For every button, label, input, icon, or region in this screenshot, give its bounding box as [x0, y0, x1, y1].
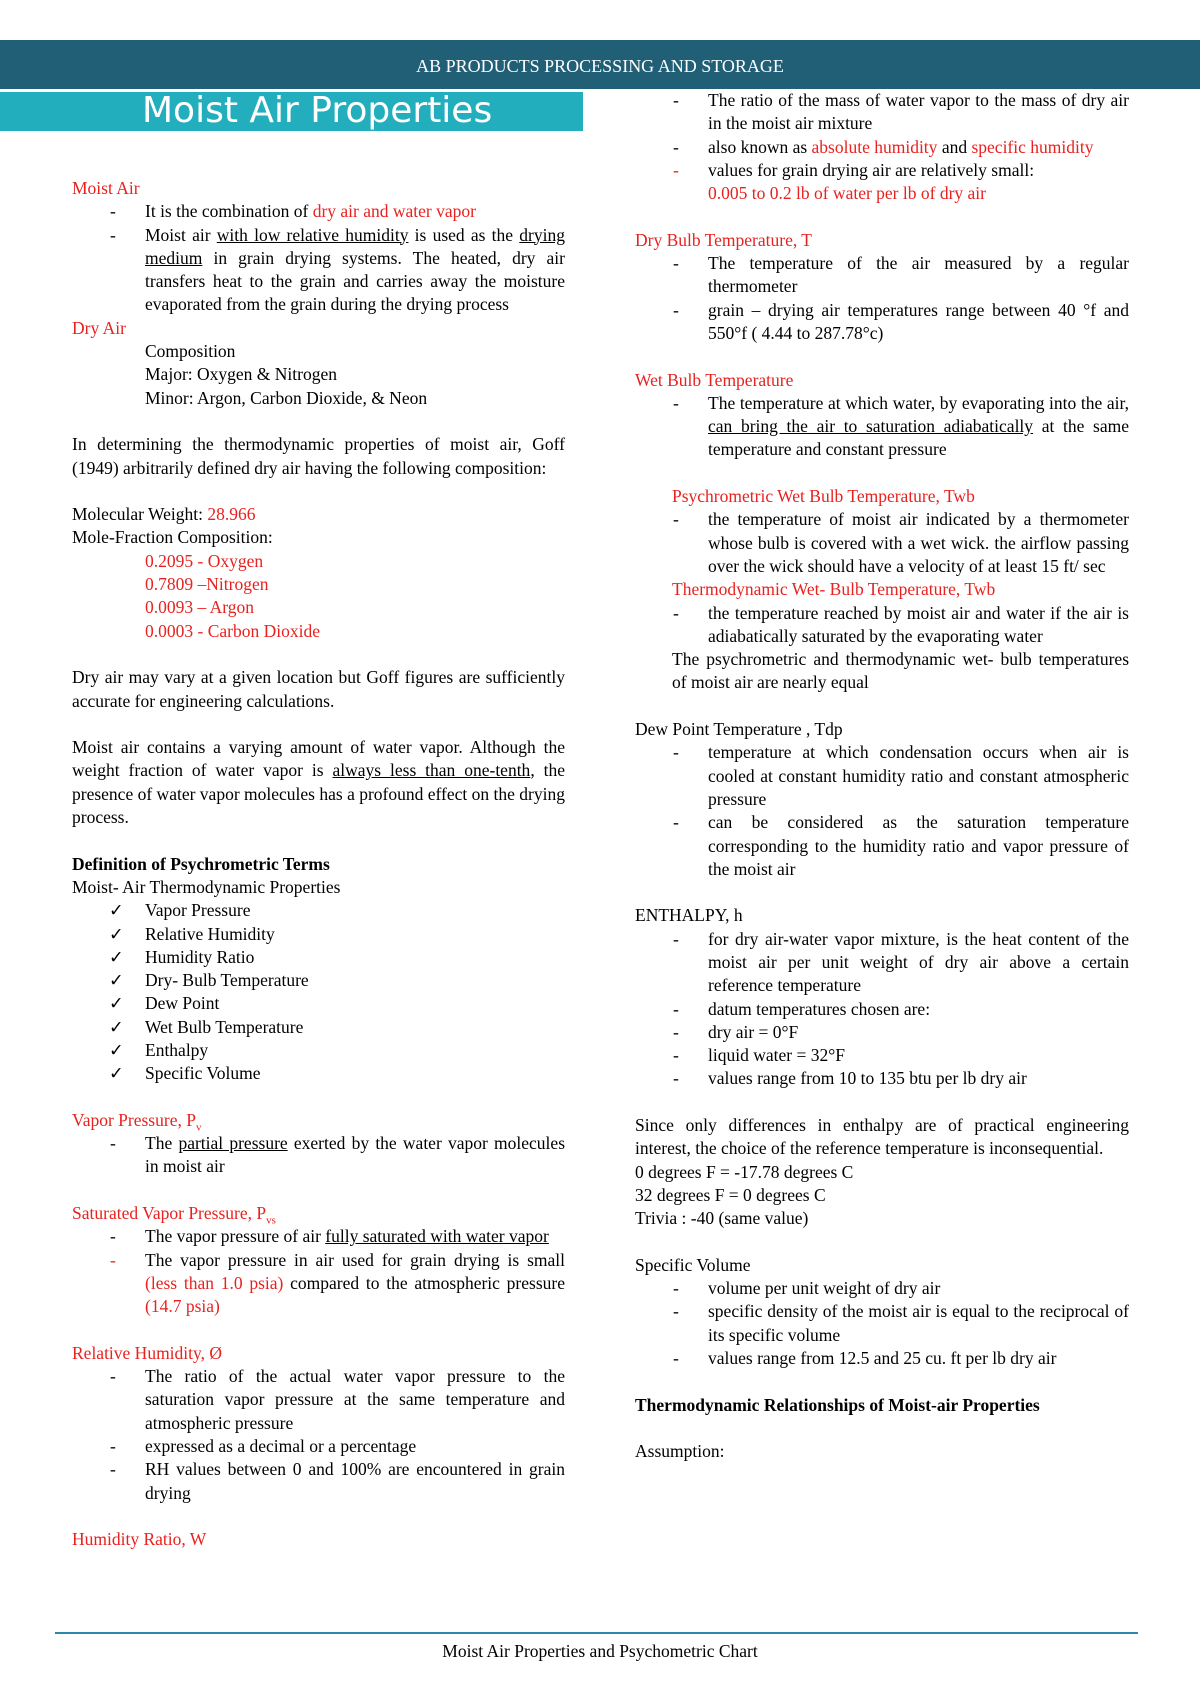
- bullet-dash: -: [110, 1133, 116, 1154]
- list-item: - volume per unit weight of dry air: [635, 1277, 1129, 1300]
- fraction-item: 0.0003 - Carbon Dioxide: [145, 620, 320, 641]
- saturated-vapor-heading: Saturated Vapor Pressure, $P_{vs}$: [72, 1203, 276, 1227]
- bullet-dash: -: [673, 159, 679, 180]
- check-item: ✓ Relative Humidity: [72, 923, 565, 946]
- check-item: ✓ Wet Bulb Temperature: [72, 1016, 565, 1039]
- list-item: - The temperature at which water, by evaporating into the air, can bring the air to saturation adiabatically at the same temperature and constant pressure: [673, 392, 1129, 460]
- humidity-ratio-heading: Humidity Ratio, W: [72, 1529, 207, 1550]
- check-icon: ✓: [109, 993, 124, 1014]
- fraction-item: 0.2095 - Oxygen: [145, 550, 264, 571]
- bullet-dash: -: [673, 136, 679, 157]
- properties-heading: Moist- Air Thermodynamic Properties: [72, 876, 341, 897]
- list-item: - expressed as a decimal or a percentage: [72, 1435, 565, 1458]
- bullet-dash: -: [110, 1459, 116, 1480]
- water-vapor-paragraph: Moist air contains a varying amount of water vapor. Although the weight fraction of water vapor is always less than one-tenth, the presence of water vapor molecules has a profound effect on the drying process.: [72, 737, 565, 828]
- dry-air-heading: Dry Air: [72, 317, 126, 338]
- list-item: - specific density of the moist air is equal to the reciprocal of its specific volume: [673, 1301, 1129, 1345]
- minor-composition: Minor: Argon, Carbon Dioxide, & Neon: [145, 387, 428, 408]
- list-item: - liquid water = 32°F: [635, 1044, 1129, 1067]
- assumption-label: Assumption:: [635, 1441, 725, 1462]
- list-item: - It is the combination of dry air and water vapor: [72, 200, 565, 223]
- check-item: ✓ Enthalpy: [72, 1039, 565, 1062]
- list-item: - the temperature reached by moist air and water if the air is adiabatically saturated by the evaporating water: [673, 602, 1129, 646]
- bullet-dash: -: [110, 1436, 116, 1457]
- specific-volume-heading: Specific Volume: [635, 1254, 751, 1275]
- list-item: - values range from 10 to 135 btu per lb dry air: [635, 1067, 1129, 1090]
- moist-air-heading: Moist Air: [72, 178, 140, 198]
- list-item: - temperature at which condensation occurs when air is cooled at constant humidity ratio and constant atmospheric pressure: [673, 742, 1129, 809]
- relative-humidity-heading: Relative Humidity, Ø: [72, 1342, 223, 1363]
- list-item: - for dry air-water vapor mixture, is the heat content of the moist air per unit weight of dry air above a certain reference temperature: [673, 928, 1129, 996]
- bullet-dash: -: [110, 224, 116, 245]
- trivia-line: Trivia : -40 (same value): [635, 1208, 809, 1229]
- vapor-pressure-heading: Vapor Pressure, $P_v$: [72, 1109, 202, 1134]
- enthalpy-heading: ENTHALPY, h: [635, 905, 743, 926]
- bullet-dash: -: [673, 602, 679, 623]
- dry-bulb-heading: Dry Bulb Temperature, T: [635, 229, 812, 250]
- list-item: - dry air = 0°F: [635, 1021, 1129, 1044]
- bullet-dash: -: [673, 812, 679, 833]
- check-icon: ✓: [109, 1016, 124, 1037]
- check-item: ✓ Humidity Ratio: [72, 946, 565, 969]
- since-paragraph: Since only differences in enthalpy are of practical engineering interest, the choice of the reference temperature is inconsequential.: [635, 1115, 1129, 1159]
- list-item: - The temperature of the air measured by a regular thermometer: [673, 253, 1129, 297]
- dew-point-heading: Dew Point Temperature , Tdp: [635, 719, 843, 740]
- bullet-dash: -: [673, 928, 679, 949]
- check-icon: ✓: [109, 1039, 124, 1060]
- list-item: - also known as absolute humidity and specific humidity: [635, 136, 1129, 159]
- page-title: Moist Air Properties: [142, 90, 493, 131]
- thermodynamic-wet-bulb-heading: Thermodynamic Wet- Bulb Temperature, Twb: [672, 579, 996, 600]
- bullet-dash: -: [673, 1045, 679, 1066]
- check-item: ✓ Dew Point: [72, 992, 565, 1015]
- footer-divider: [55, 1632, 1138, 1634]
- bullet-dash: -: [673, 1021, 679, 1042]
- bullet-dash: -: [110, 1249, 116, 1270]
- left-column: [72, 177, 565, 1552]
- composition-label: Composition: [145, 341, 236, 362]
- list-item: - The vapor pressure of air fully saturated with water vapor: [72, 1225, 565, 1248]
- list-item: - grain – drying air temperatures range between 40 °f and 550°f ( 4.44 to 287.78°c): [673, 299, 1129, 343]
- bullet-dash: -: [110, 1226, 116, 1247]
- molecular-weight: Molecular Weight: 28.966: [72, 504, 256, 525]
- check-icon: ✓: [109, 900, 124, 921]
- list-item: - the temperature of moist air indicated by a thermometer whose bulb is covered with a wet wick. the airflow passing over the wick should have a velocity of at least 15 ft/ sec: [673, 509, 1129, 576]
- bullet-dash: -: [673, 998, 679, 1019]
- bullet-dash: -: [110, 201, 116, 222]
- goff-paragraph: In determining the thermodynamic properties of moist air, Goff (1949) arbitrarily defined dry air having the following composition:: [72, 434, 565, 478]
- definition-heading: Definition of Psychrometric Terms: [72, 853, 330, 874]
- list-item: - values for grain drying air are relatively small: 0.005 to 0.2 lb of water per lb of dry air: [673, 159, 1035, 204]
- footer-text: Moist Air Properties and Psychometric Chart: [442, 1641, 758, 1661]
- bullet-dash: -: [673, 299, 679, 320]
- check-item: ✓ Dry- Bulb Temperature: [72, 969, 565, 992]
- psychrometric-wet-bulb-heading: Psychrometric Wet Bulb Temperature, Twb: [672, 486, 975, 507]
- bullet-dash: -: [673, 90, 679, 110]
- wet-bulb-equal-paragraph: The psychrometric and thermodynamic wet- bulb temperatures of moist air are nearly equal: [672, 649, 1129, 693]
- check-icon: ✓: [109, 970, 124, 991]
- bullet-dash: -: [673, 392, 679, 413]
- bullet-dash: -: [673, 253, 679, 274]
- list-item: - The vapor pressure in air used for grain drying is small (less than 1.0 psia) compared to the atmospheric pressure (14.7 psia): [110, 1249, 565, 1317]
- check-icon: ✓: [109, 923, 124, 944]
- major-composition: Major: Oxygen & Nitrogen: [145, 364, 337, 385]
- wet-bulb-heading: Wet Bulb Temperature: [635, 369, 794, 390]
- list-item: - values range from 12.5 and 25 cu. ft per lb dry air: [635, 1347, 1129, 1370]
- fraction-item: 0.7809 –Nitrogen: [145, 574, 269, 595]
- bullet-dash: -: [673, 742, 679, 763]
- bullet-dash: -: [673, 509, 679, 530]
- check-item: ✓ Specific Volume: [72, 1062, 565, 1085]
- list-item: - can be considered as the saturation temperature corresponding to the humidity ratio and vapor pressure of the moist air: [673, 812, 1129, 879]
- vary-paragraph: Dry air may vary at a given location but Goff figures are sufficiently accurate for engineering calculations.: [72, 667, 565, 711]
- bullet-dash: -: [673, 1068, 679, 1089]
- list-item: - The ratio of the mass of water vapor to the mass of dry air in the moist air mixture: [673, 90, 1129, 134]
- list-item: - RH values between 0 and 100% are encountered in grain drying: [110, 1459, 565, 1503]
- right-column: [635, 89, 1129, 1464]
- bullet-dash: -: [673, 1301, 679, 1322]
- conversion-line: 32 degrees F = 0 degrees C: [635, 1184, 826, 1205]
- bullet-dash: -: [673, 1348, 679, 1369]
- course-title: AB PRODUCTS PROCESSING AND STORAGE: [416, 56, 784, 76]
- check-item: ✓ Vapor Pressure: [72, 899, 565, 922]
- relationships-heading: Thermodynamic Relationships of Moist-air Properties: [635, 1394, 1040, 1415]
- list-item: - The ratio of the actual water vapor pressure to the saturation vapor pressure at the same temperature and atmospheric pressure: [110, 1366, 565, 1433]
- check-icon: ✓: [109, 946, 124, 967]
- bullet-dash: -: [673, 1278, 679, 1299]
- list-item: - The partial pressure exerted by the water vapor molecules in moist air: [110, 1133, 565, 1177]
- list-item: - Moist air with low relative humidity is used as the drying medium in grain drying systems. The heated, dry air transfers heat to the grain and carries away the moisture evaporated from the grain during the drying process: [110, 224, 565, 315]
- list-item: - datum temperatures chosen are:: [635, 998, 1129, 1021]
- mole-fraction-label: Mole-Fraction Composition:: [72, 527, 273, 548]
- conversion-line: 0 degrees F = -17.78 degrees C: [635, 1161, 854, 1182]
- check-icon: ✓: [109, 1063, 124, 1084]
- bullet-dash: -: [110, 1366, 116, 1387]
- fraction-item: 0.0093 – Argon: [145, 597, 255, 618]
